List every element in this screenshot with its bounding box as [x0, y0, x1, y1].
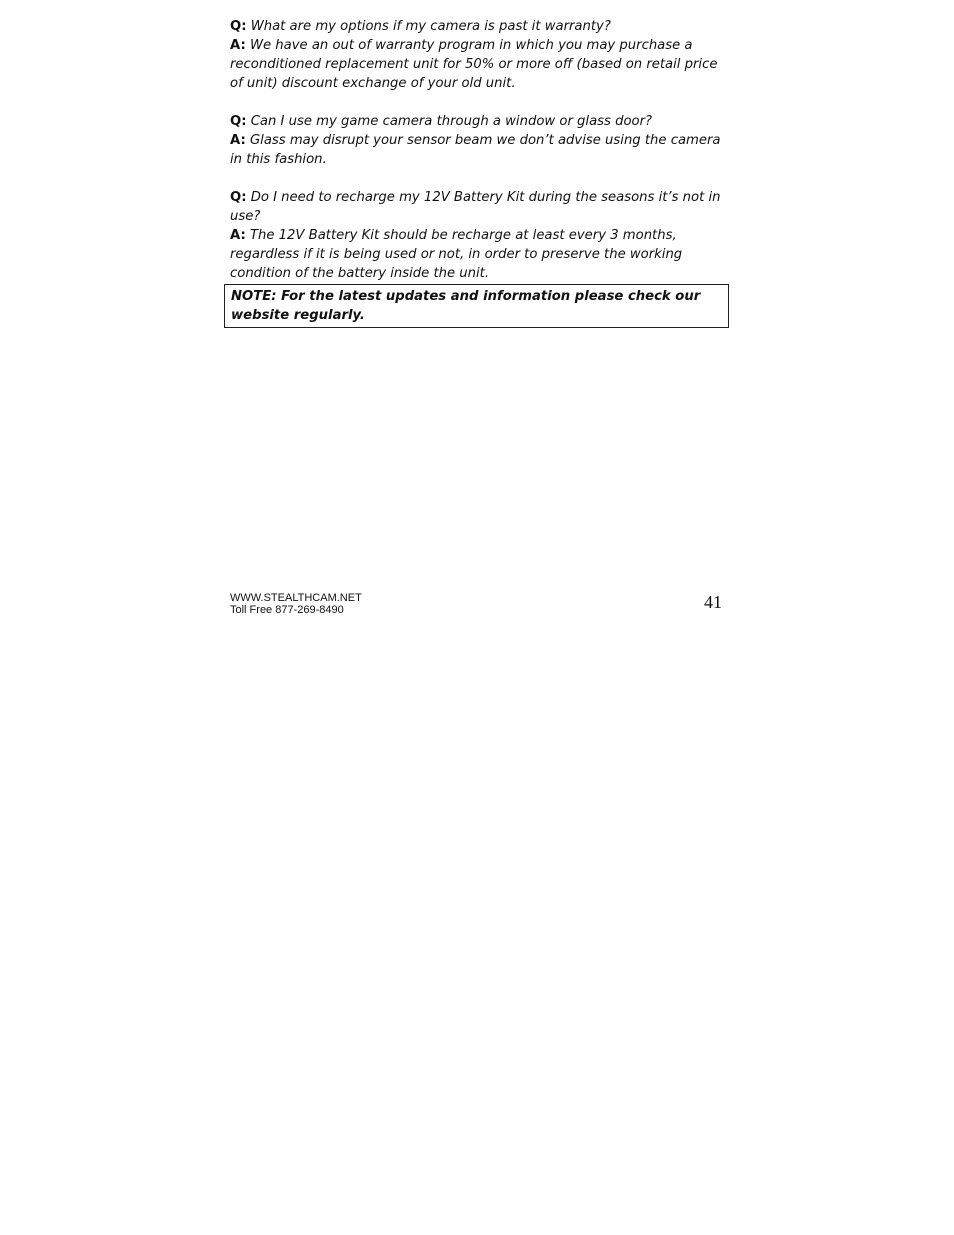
question-label: Q:	[230, 114, 247, 129]
faq-item-battery	[230, 188, 730, 283]
question-label: Q:	[230, 190, 247, 205]
faq-question	[230, 112, 730, 131]
answer-text: The 12V Battery Kit should be recharge at least every 3 months, regardless if it is being used or not, in order to preserve the working condition of the battery inside the unit.	[230, 228, 683, 281]
faq-answer	[230, 131, 730, 169]
answer-label: A:	[230, 38, 246, 53]
faq-item-glass	[230, 112, 730, 169]
faq-question	[230, 188, 730, 226]
footer-phone: Toll Free 877-269-8490	[230, 604, 344, 616]
question-label: Q:	[230, 19, 247, 34]
answer-text: We have an out of warranty program in which you may purchase a reconditioned replacement unit for 50% or more off (based on retail price of unit) discount exchange of your old unit.	[230, 38, 718, 91]
question-text: Can I use my game camera through a window or glass door?	[250, 114, 653, 129]
faq-answer	[230, 36, 730, 93]
faq-item-warranty	[230, 17, 730, 93]
faq-question	[230, 17, 730, 36]
answer-text: Glass may disrupt your sensor beam we don’t advise using the camera in this fashion.	[230, 133, 721, 167]
note-box: NOTE: For the latest updates and information please check our website regularly.	[224, 284, 729, 328]
answer-label: A:	[230, 228, 246, 243]
page-number: 41	[704, 592, 722, 612]
question-text: Do I need to recharge my 12V Battery Kit during the seasons it’s not in use?	[230, 190, 721, 224]
question-text: What are my options if my camera is past it warranty?	[250, 19, 611, 34]
faq-answer	[230, 226, 730, 283]
footer-contact	[230, 592, 362, 616]
answer-label: A:	[230, 133, 246, 148]
faq-section	[230, 17, 730, 302]
footer-website: WWW.STEALTHCAM.NET	[230, 592, 362, 604]
